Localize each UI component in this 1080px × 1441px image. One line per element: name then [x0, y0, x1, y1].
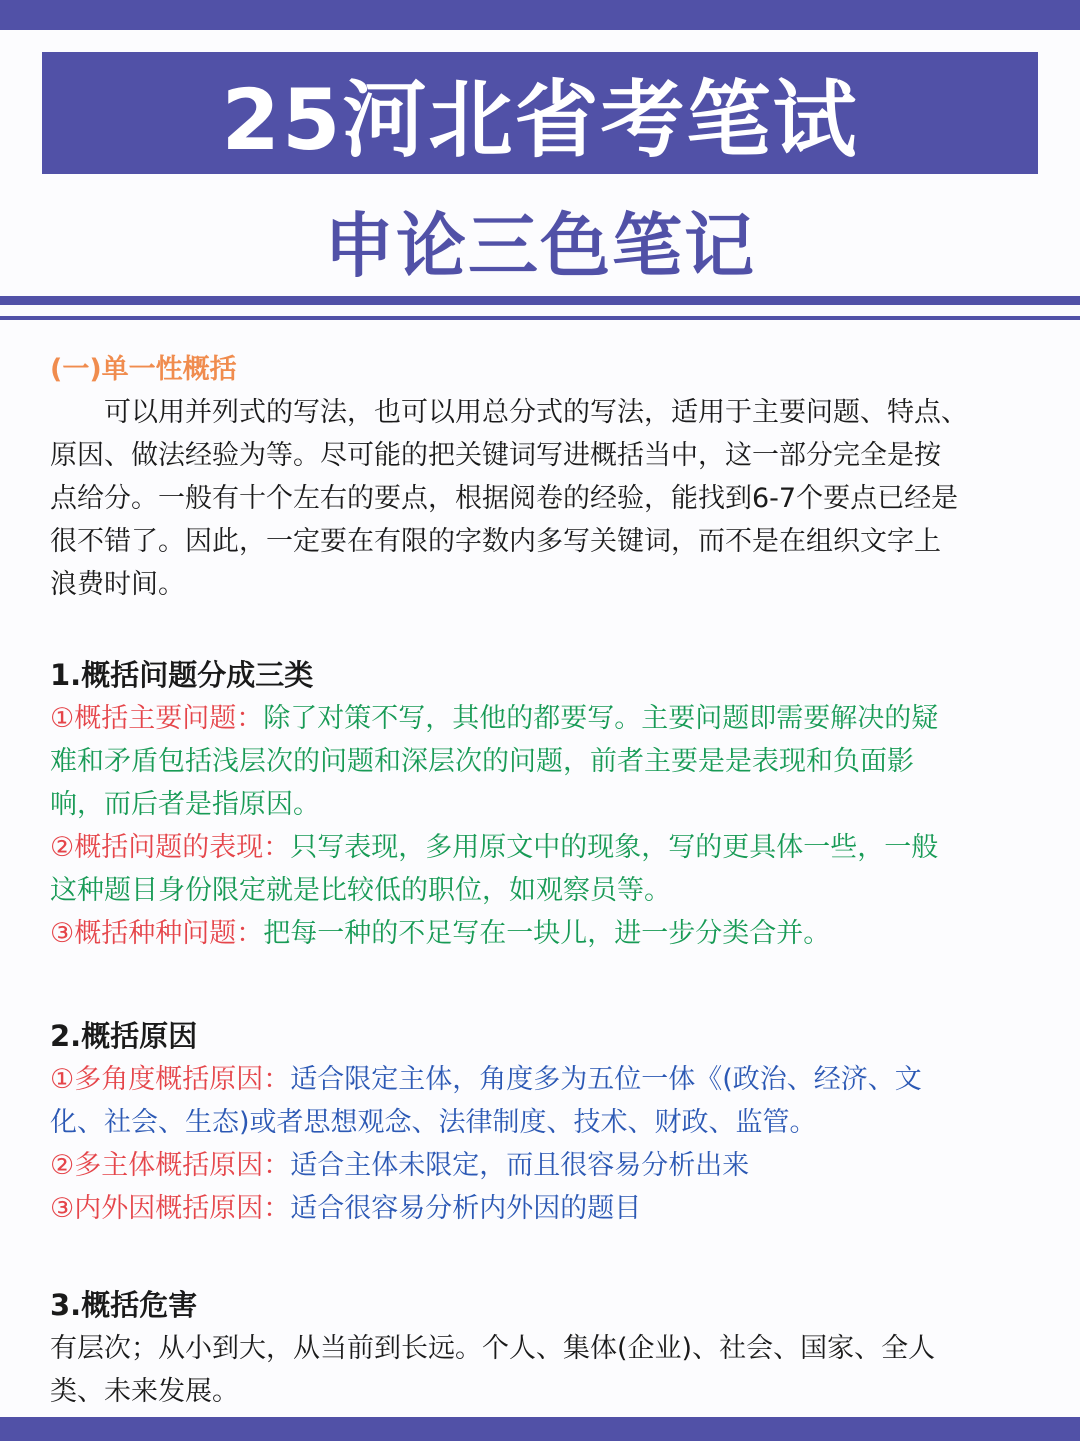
intro-line: 浪费时间。	[50, 569, 185, 600]
top-bar	[0, 0, 1080, 30]
section2-item2-label: ②多主体概括原因：	[50, 1150, 291, 1181]
section1-item1-label: ①概括主要问题：	[50, 703, 264, 734]
section1-item1	[50, 697, 1032, 740]
section2-item1-cont: 化、社会、生态)或者思想观念、法律制度、技术、财政、监管。	[50, 1107, 817, 1138]
bottom-bar	[0, 1417, 1080, 1441]
section2-item1-label: ①多角度概括原因：	[50, 1064, 291, 1095]
section1-item3	[50, 912, 1032, 955]
section2-item3-label: ③内外因概括原因：	[50, 1193, 291, 1224]
intro-line: 可以用并列式的写法，也可以用总分式的写法，适用于主要问题、特点、	[104, 397, 968, 428]
intro-line: 原因、做法经验为等。尽可能的把关键词写进概括当中，这一部分完全是按	[50, 440, 941, 471]
section2-item3-text: 适合很容易分析内外因的题目	[290, 1193, 642, 1224]
section2-item3	[50, 1187, 1032, 1230]
section1-item1-cont: 难和矛盾包括浅层次的问题和深层次的问题，前者主要是是表现和负面影	[50, 746, 914, 777]
section1-item3-text: 把每一种的不足写在一块儿，进一步分类合并。	[263, 918, 831, 949]
section1-item2-cont: 这种题目身份限定就是比较低的职位，如观察员等。	[50, 875, 671, 906]
section1-item1-text: 除了对策不写，其他的都要写。主要问题即需要解决的疑	[263, 703, 939, 734]
intro-line: 很不错了。因此，一定要在有限的字数内多写关键词，而不是在组织文字上	[50, 526, 941, 557]
divider-thick	[0, 296, 1080, 305]
section2-item1-text: 适合限定主体，角度多为五位一体《(政治、经济、文	[290, 1064, 922, 1095]
title-banner	[42, 52, 1038, 174]
section2-heading: 2.概括原因	[50, 1019, 198, 1053]
section1-heading: 1.概括问题分成三类	[50, 658, 314, 692]
section1-item2	[50, 826, 1032, 869]
note-content	[50, 348, 1032, 1413]
section3-heading: 3.概括危害	[50, 1288, 198, 1322]
section3-line: 有层次；从小到大，从当前到长远。个人、集体(企业)、社会、国家、全人	[50, 1333, 936, 1364]
section1-item3-label: ③概括种种问题：	[50, 918, 264, 949]
section2-item1	[50, 1058, 1032, 1101]
page-title: 25河北省考笔试	[221, 70, 859, 169]
intro-line: 点给分。一般有十个左右的要点，根据阅卷的经验，能找到6-7个要点已经是	[50, 483, 959, 514]
section2-item2	[50, 1144, 1032, 1187]
section2-item2-text: 适合主体未限定，而且很容易分析出来	[290, 1150, 750, 1181]
section-intro-title: (一)单一性概括	[50, 354, 237, 385]
page-subtitle: 申论三色笔记	[324, 204, 756, 287]
section3-line: 类、未来发展。	[50, 1376, 239, 1407]
section1-item1-cont: 响，而后者是指原因。	[50, 789, 320, 820]
divider-thin	[0, 316, 1080, 320]
section1-item2-label: ②概括问题的表现：	[50, 832, 291, 863]
section1-item2-text: 只写表现，多用原文中的现象，写的更具体一些，一般	[290, 832, 939, 863]
